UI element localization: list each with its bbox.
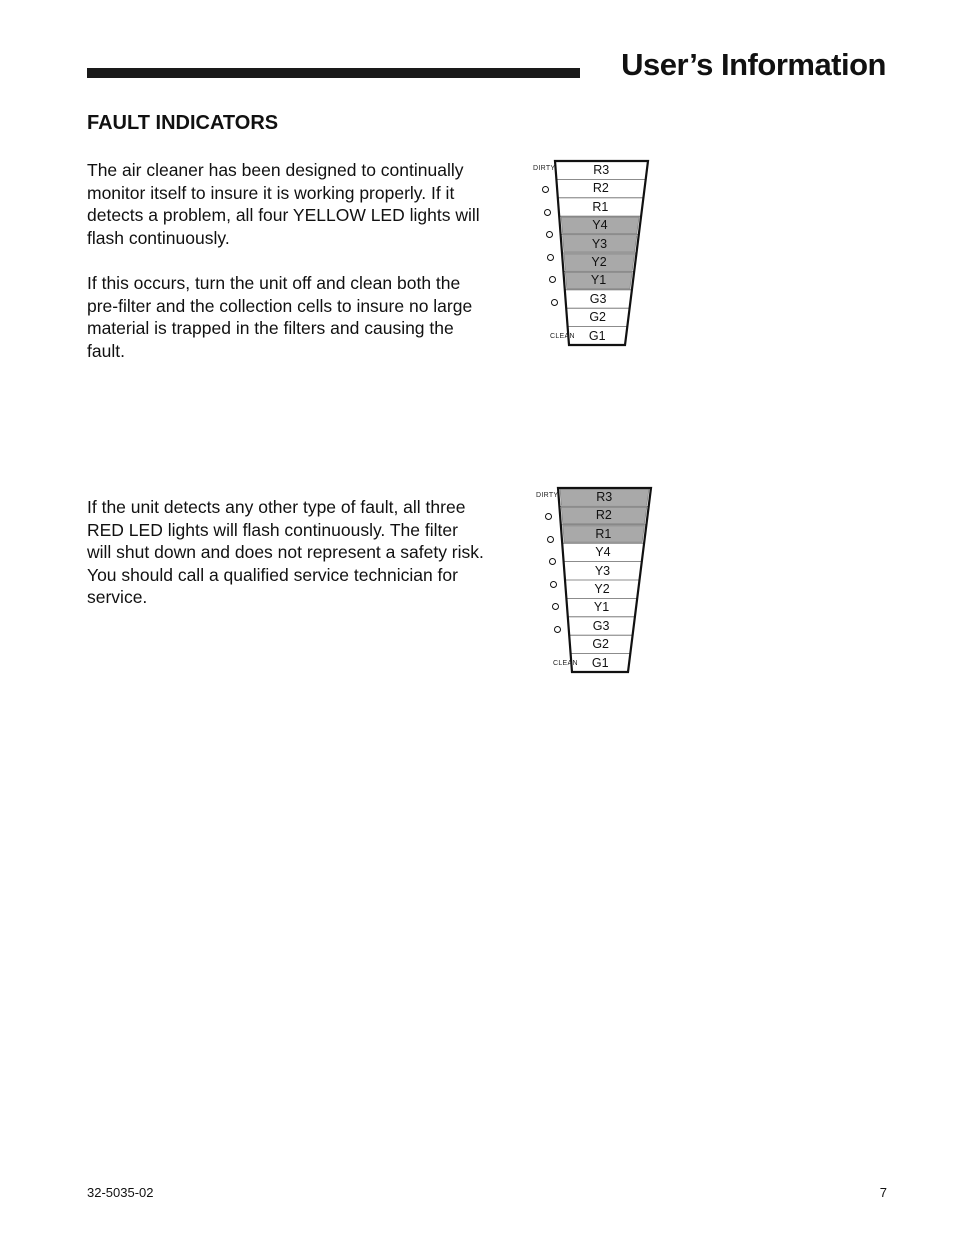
paragraph-yellow-fault: The air cleaner has been designed to continually monitor itself to insure it is working properly. If it detects a problem, all four YELLOW LED lights will flash continuously. [87, 160, 480, 248]
gauge-label-g3: G3 [592, 618, 610, 633]
gauge-label-y2: Y2 [591, 255, 607, 269]
indicator-dot-icon [544, 209, 551, 216]
gauge-caption-dirty: DIRTY [533, 165, 556, 172]
indicator-dot-icon [551, 299, 558, 306]
gauge-label-r2: R2 [592, 181, 609, 196]
gauge-caption-clean: CLEAN [553, 660, 578, 667]
indicator-dot-icon [547, 254, 554, 261]
gauge-label-r3: R3 [593, 163, 610, 177]
header-rule [87, 68, 580, 78]
led-gauge-yellow-fault [530, 159, 655, 349]
indicator-dot-icon [549, 276, 556, 283]
section-heading: FAULT INDICATORS [87, 112, 279, 134]
page-number: 7 [879, 1185, 887, 1200]
paragraph-cleaning-instructions: If this occurs, turn the unit off and clean both the pre-filter and the collection cells to insure no large material is trapped in the filters and causing the fault. [87, 273, 473, 361]
gauge-label-r1: R1 [595, 526, 612, 541]
gauge-label-g3: G3 [589, 291, 607, 306]
gauge-label-g1: G1 [588, 328, 606, 343]
gauge-label-y3: Y3 [591, 236, 608, 251]
indicator-dot-icon [546, 231, 553, 238]
gauge-label-r2: R2 [595, 508, 612, 523]
led-gauge-red-fault [533, 486, 658, 676]
document-number: 32-5035-02 [87, 1185, 154, 1200]
indicator-dot-icon [549, 558, 556, 565]
gauge-label-y4: Y4 [595, 545, 611, 560]
gauge-label-r3: R3 [596, 490, 613, 504]
gauge-label-y3: Y3 [594, 563, 611, 578]
gauge-label-y2: Y2 [594, 582, 610, 596]
gauge-label-y4: Y4 [592, 218, 608, 233]
indicator-dot-icon [552, 603, 559, 610]
gauge-label-y1: Y1 [590, 273, 607, 288]
paragraph-red-fault: If the unit detects any other type of fault, all three RED LED lights will flash continuously. The filter will shut down and does not represent a safety risk. You should call a qualified service technician for service. [87, 497, 484, 607]
gauge-label-g2: G2 [592, 637, 610, 652]
gauge-label-g1: G1 [591, 655, 609, 670]
indicator-dot-icon [550, 581, 557, 588]
gauge-label-r1: R1 [592, 199, 609, 214]
indicator-dot-icon [554, 626, 561, 633]
page-title: User’s Information [621, 47, 886, 82]
gauge-label-g2: G2 [589, 310, 607, 325]
gauge-caption-dirty: DIRTY [536, 492, 559, 499]
gauge-label-y1: Y1 [593, 600, 610, 615]
indicator-dot-icon [547, 536, 554, 543]
gauge-caption-clean: CLEAN [550, 333, 575, 340]
